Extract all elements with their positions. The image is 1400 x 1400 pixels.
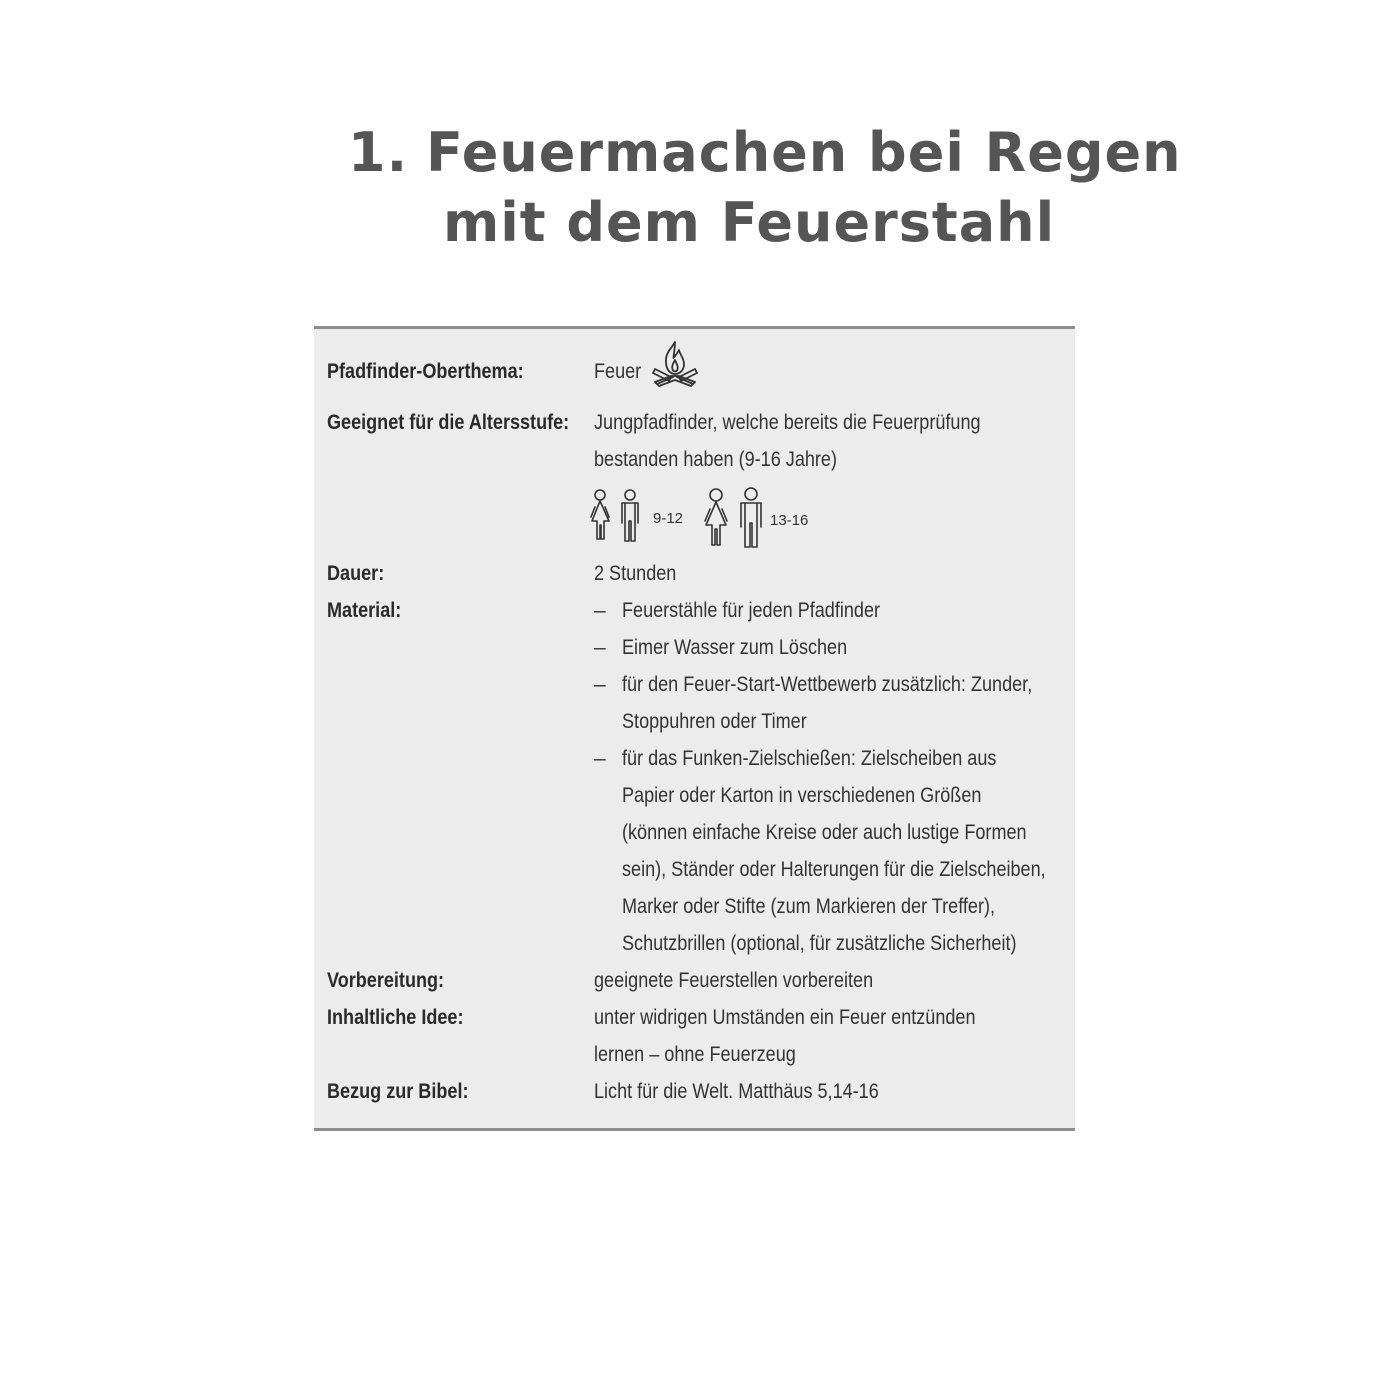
age-group-2-label: 13-16 [770, 512, 809, 529]
bullet-dash: – [594, 673, 606, 696]
boy-figure-icon [741, 488, 761, 547]
list-item-continuation: Schutzbrillen (optional, für zusätzliche Sicherheit) [622, 932, 1017, 955]
list-item-continuation: (können einfache Kreise oder auch lustige Formen [622, 821, 1027, 844]
bullet-dash: – [594, 636, 606, 659]
list-item: – für den Feuer-Start-Wettbewerb zusätzlich: Zunder, [594, 666, 1115, 703]
info-card [314, 326, 1075, 1131]
girl-figure-icon [591, 490, 609, 539]
altersstufe-label: Geeignet für die Altersstufe: [327, 411, 570, 434]
altersstufe-value-line-1: Jungpfadfinder, welche bereits die Feuerprüfung [594, 411, 981, 434]
list-item-continuation: Stoppuhren oder Timer [622, 710, 807, 733]
chapter-number: 1. [348, 121, 409, 184]
list-item-continuation: Papier oder Karton in verschiedenen Größen [622, 784, 982, 807]
bullet-dash: – [594, 747, 606, 770]
idee-value-line-1: unter widrigen Umständen ein Feuer entzünden [594, 1006, 976, 1029]
age-group-1-label: 9-12 [653, 510, 684, 527]
bibel-label: Bezug zur Bibel: [327, 1080, 469, 1103]
list-item-continuation: sein), Ständer oder Halterungen für die Zielscheiben, [622, 858, 1046, 881]
oberthema-value: Feuer [594, 360, 642, 383]
title-line-1 [348, 118, 1182, 188]
age-group-icons [588, 487, 818, 549]
campfire-icon [651, 339, 699, 391]
altersstufe-value-line-2: bestanden haben (9-16 Jahre) [594, 448, 837, 471]
boy-figure-icon [622, 490, 638, 541]
girl-figure-icon [705, 489, 727, 545]
dauer-value: 2 Stunden [594, 562, 677, 585]
list-item-continuation: Marker oder Stifte (zum Markieren der Treffer), [622, 895, 996, 918]
material-label: Material: [327, 599, 402, 622]
title-text-1: Feuermachen bei Regen [426, 121, 1182, 184]
bibel-value: Licht für die Welt. Matthäus 5,14-16 [594, 1080, 879, 1103]
title-line-2: mit dem Feuerstahl [443, 191, 1056, 254]
oberthema-label: Pfadfinder-Oberthema: [327, 360, 524, 383]
list-item: – Feuerstähle für jeden Pfadfinder [594, 592, 1115, 629]
idee-label: Inhaltliche Idee: [327, 1006, 464, 1029]
idee-value-line-2: lernen – ohne Feuerzeug [594, 1043, 796, 1066]
material-list [594, 592, 1115, 962]
list-item: – für das Funken-Zielschießen: Zielscheiben aus [594, 740, 1115, 777]
vorbereitung-value: geeignete Feuerstellen vorbereiten [594, 969, 874, 992]
list-item: – Eimer Wasser zum Löschen [594, 629, 1115, 666]
dauer-label: Dauer: [327, 562, 385, 585]
vorbereitung-label: Vorbereitung: [327, 969, 445, 992]
bullet-dash: – [594, 599, 606, 622]
